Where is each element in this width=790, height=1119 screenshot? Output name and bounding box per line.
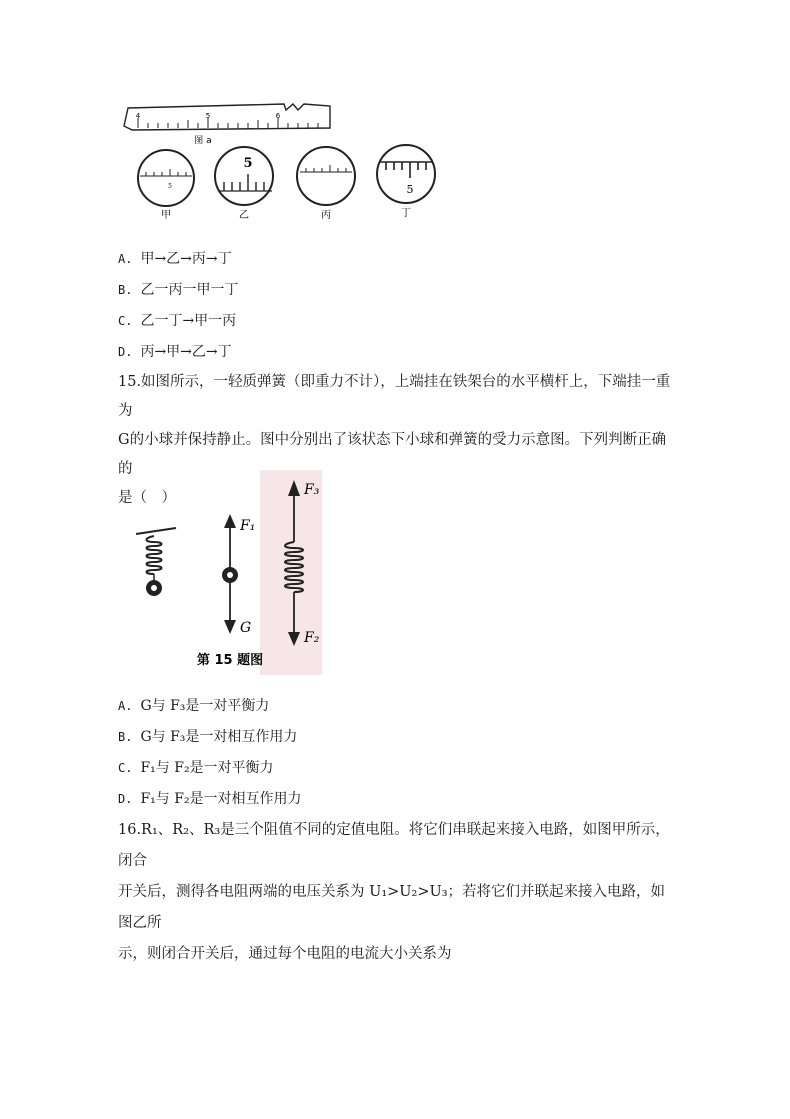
q15-stem-line: 15.如图所示，一轻质弹簧（即重力不计），上端挂在铁架台的水平横杆上，下端挂一重为	[118, 374, 671, 419]
figure-a-caption: 图 a	[194, 136, 212, 146]
dial-ding-digit: 5	[406, 183, 414, 196]
dial-bing-label: 丙	[321, 210, 331, 221]
figure-15-caption: 第 15 题图	[196, 653, 264, 668]
option-text: G与 F₃是一对相互作用力	[140, 729, 298, 745]
option-letter: C.	[118, 314, 133, 328]
ruler-outline	[124, 104, 330, 130]
q15-option-d	[118, 790, 302, 808]
q15-option-c	[118, 759, 274, 777]
ruler-label-5: 5	[205, 112, 211, 120]
option-text: G与 F₃是一对平衡力	[140, 698, 270, 714]
q16-stem-line: 16.R₁、R₂、R₃是三个阻值不同的定值电阻。将它们串联起来接入电路，如图甲所示，闭合	[118, 822, 670, 869]
option-text: 乙一丁→甲一丙	[140, 313, 237, 329]
force-label-f3: F₃	[304, 482, 320, 498]
option-letter: D.	[118, 345, 133, 359]
option-letter: D.	[118, 792, 133, 806]
q15-option-b	[118, 728, 297, 746]
option-letter: A.	[118, 699, 133, 713]
q16-stem	[118, 815, 678, 970]
dial-jia	[138, 150, 194, 221]
q14-option-c	[118, 312, 236, 330]
q14-option-a	[118, 250, 232, 268]
figure-15-spring-diagram	[130, 470, 330, 680]
dial-ding	[377, 145, 435, 219]
force-label-f1: F₁	[240, 518, 256, 534]
ruler-label-6: 6	[275, 112, 281, 120]
q14-option-d	[118, 343, 232, 361]
dial-jia-label: 甲	[161, 210, 171, 221]
option-letter: C.	[118, 761, 133, 775]
dial-yi-digit: 5	[243, 156, 253, 171]
q16-stem-line: 示，则闭合开关后，通过每个电阻的电流大小关系为	[118, 946, 452, 962]
option-text: F₁与 F₂是一对平衡力	[140, 760, 274, 776]
q15-option-a	[118, 697, 269, 715]
figure-a-ruler-dials	[118, 96, 448, 230]
option-text: 丙→甲→乙→丁	[140, 344, 232, 360]
force-label-g: G	[240, 620, 252, 636]
force-label-f2: F₂	[304, 630, 320, 646]
q15-stem-line: 是（ ）	[118, 490, 176, 506]
q14-option-b	[118, 281, 238, 299]
dial-ding-label: 丁	[401, 208, 411, 219]
option-text: 甲→乙→丙→丁	[140, 251, 232, 267]
q16-stem-line: 开关后，测得各电阻两端的电压关系为 U₁>U₂>U₃；若将它们并联起来接入电路，如图乙所	[118, 884, 666, 931]
dial-yi	[215, 147, 273, 221]
q15-stem-line: G的小球并保持静止。图中分别出了该状态下小球和弹簧的受力示意图。下列判断正确的	[118, 432, 667, 477]
spring-with-ball	[136, 528, 176, 596]
option-text: 乙一丙一甲一丁	[140, 282, 239, 298]
option-letter: B.	[118, 730, 133, 744]
dial-yi-label: 乙	[239, 210, 249, 221]
dial-jia-digit: 5	[168, 183, 172, 190]
option-text: F₁与 F₂是一对相互作用力	[140, 791, 302, 807]
ruler-label-4: 4	[135, 112, 141, 120]
ball-force-diagram	[222, 514, 255, 636]
dial-bing	[297, 147, 355, 221]
option-letter: B.	[118, 283, 133, 297]
option-letter: A.	[118, 252, 133, 266]
